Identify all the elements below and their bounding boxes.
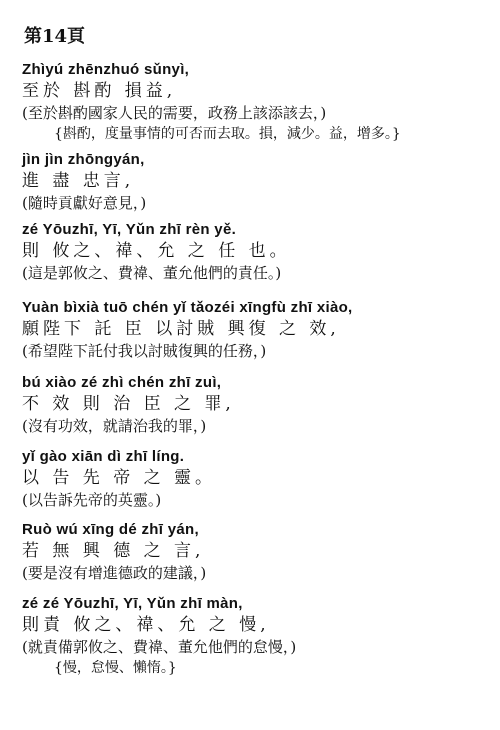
translation-line: (隨時貢獻好意見，) <box>22 194 147 212</box>
verse-block-7 <box>22 520 482 584</box>
chinese-line: 則責 攸之、禕、允 之 慢, <box>22 615 270 635</box>
chinese-line: 至於 斟酌 損益, <box>22 81 177 101</box>
vocabulary-note: {慢，怠慢、懶惰。} <box>54 660 177 676</box>
translation-line: (沒有功效，就請治我的罪，) <box>22 417 207 435</box>
verse-block-5 <box>22 373 482 437</box>
pinyin-line: Yuàn bìxià tuō chén yǐ tǎozéi xīngfù zhī xiào, <box>22 299 353 316</box>
verse-block-8 <box>22 594 482 678</box>
translation-line: (要是沒有增進德政的建議，) <box>22 564 207 582</box>
verse-block-3 <box>22 220 482 284</box>
pinyin-line: bú xiào zé zhì chén zhī zuì, <box>22 374 222 391</box>
translation-line: (就責備郭攸之、費禕、董允他們的怠慢，) <box>22 638 297 656</box>
pinyin-line: yǐ gào xiān dì zhī líng. <box>22 448 185 465</box>
vocabulary-note: {斟酌，度量事情的可否而去取。損，減少。益，增多。} <box>54 126 401 142</box>
verse-block-1 <box>22 60 482 144</box>
chinese-line: 若 無 興 德 之 言, <box>22 541 205 561</box>
pinyin-line: Zhìyú zhēnzhuó sǔnyì, <box>22 61 190 78</box>
pinyin-line: zé zé Yōuzhī, Yī, Yǔn zhī màn, <box>22 595 243 612</box>
pinyin-line: Ruò wú xīng dé zhī yán, <box>22 521 199 538</box>
chinese-line: 不 效 則 治 臣 之 罪, <box>22 394 235 414</box>
chinese-line: 進 盡 忠言, <box>22 171 135 191</box>
translation-line: (這是郭攸之、費禕、董允他們的責任。) <box>22 264 282 282</box>
chinese-line: 以 告 先 帝 之 靈。 <box>22 468 217 488</box>
chinese-line: 願陛下 託 臣 以討賊 興復 之 效, <box>22 319 340 339</box>
verse-block-4 <box>22 298 482 362</box>
translation-line: (希望陛下託付我以討賊復興的任務，) <box>22 342 267 360</box>
pinyin-line: zé Yōuzhī, Yī, Yǔn zhī rèn yě. <box>22 221 237 238</box>
verse-block-2 <box>22 150 482 214</box>
chinese-line: 則 攸之、禕、允 之 任 也。 <box>22 241 291 261</box>
translation-line: (以告訴先帝的英靈。) <box>22 491 162 509</box>
verse-block-6 <box>22 447 482 511</box>
page-number: 第14頁 <box>24 26 86 47</box>
pinyin-line: jìn jìn zhōngyán, <box>22 151 145 168</box>
translation-line: (至於斟酌國家人民的需要，政務上該添該去，) <box>22 104 327 122</box>
